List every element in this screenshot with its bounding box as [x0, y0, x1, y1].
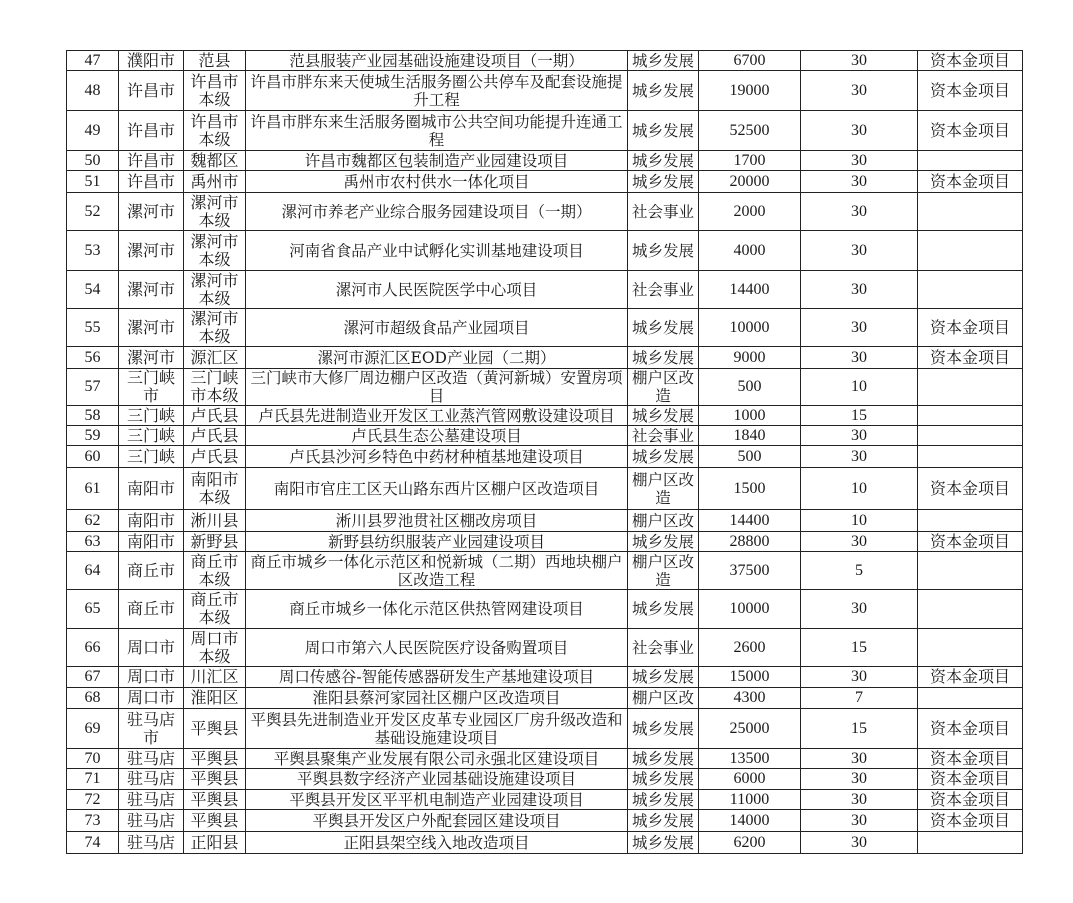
years-cell: 30	[801, 446, 918, 468]
category-cell: 城乡发展	[628, 347, 699, 369]
category-cell: 城乡发展	[628, 532, 699, 552]
county-cell: 许昌市本级	[184, 111, 246, 151]
table-row	[67, 667, 1023, 688]
table-row	[67, 709, 1023, 749]
years-cell: 30	[801, 769, 918, 790]
city-cell: 驻马店	[119, 769, 184, 790]
project-name-cell: 范县服装产业园基础设施建设项目（一期）	[246, 51, 628, 71]
city-cell: 漯河市	[119, 271, 184, 309]
note-cell	[918, 406, 1023, 426]
amount-cell: 52500	[699, 111, 801, 151]
category-cell: 棚户区改造	[628, 369, 699, 406]
note-cell: 资本金项目	[918, 171, 1023, 193]
category-cell: 城乡发展	[628, 810, 699, 832]
category-cell: 城乡发展	[628, 309, 699, 347]
county-cell: 川汇区	[184, 667, 246, 688]
table-row	[67, 749, 1023, 769]
years-cell: 10	[801, 468, 918, 510]
city-cell: 南阳市	[119, 532, 184, 552]
row-number: 71	[67, 769, 119, 790]
years-cell: 30	[801, 347, 918, 369]
category-cell: 城乡发展	[628, 171, 699, 193]
note-cell	[918, 193, 1023, 231]
row-number: 58	[67, 406, 119, 426]
county-cell: 漯河市本级	[184, 193, 246, 231]
category-cell: 社会事业	[628, 193, 699, 231]
project-name-cell: 新野县纺织服装产业园建设项目	[246, 532, 628, 552]
project-name-cell: 许昌市胖东来天使城生活服务圈公共停车及配套设施提升工程	[246, 71, 628, 111]
amount-cell: 10000	[699, 590, 801, 629]
project-name-cell: 平舆县开发区户外配套园区建设项目	[246, 810, 628, 832]
city-cell: 驻马店	[119, 832, 184, 854]
table-row	[67, 590, 1023, 629]
years-cell: 30	[801, 271, 918, 309]
amount-cell: 14000	[699, 810, 801, 832]
city-cell: 周口市	[119, 667, 184, 688]
amount-cell: 6000	[699, 769, 801, 790]
years-cell: 30	[801, 749, 918, 769]
project-name-cell: 淅川县罗池贯社区棚改房项目	[246, 510, 628, 532]
years-cell: 30	[801, 231, 918, 271]
years-cell: 30	[801, 309, 918, 347]
years-cell: 10	[801, 510, 918, 532]
project-name-cell: 商丘市城乡一体化示范区供热管网建设项目	[246, 590, 628, 629]
note-cell	[918, 151, 1023, 171]
project-name-cell: 卢氏县生态公墓建设项目	[246, 426, 628, 446]
category-cell: 城乡发展	[628, 790, 699, 810]
project-name-cell: 平舆县开发区平平机电制造产业园建设项目	[246, 790, 628, 810]
amount-cell: 9000	[699, 347, 801, 369]
project-name-cell: 漯河市养老产业综合服务园建设项目（一期）	[246, 193, 628, 231]
table-row	[67, 468, 1023, 510]
table-row	[67, 309, 1023, 347]
amount-cell: 14400	[699, 271, 801, 309]
county-cell: 魏都区	[184, 151, 246, 171]
county-cell: 许昌市本级	[184, 71, 246, 111]
county-cell: 周口市本级	[184, 629, 246, 667]
note-cell: 资本金项目	[918, 769, 1023, 790]
row-number: 50	[67, 151, 119, 171]
city-cell: 许昌市	[119, 171, 184, 193]
project-name-cell: 正阳县架空线入地改造项目	[246, 832, 628, 854]
row-number: 61	[67, 468, 119, 510]
amount-cell: 19000	[699, 71, 801, 111]
row-number: 74	[67, 832, 119, 854]
category-cell: 社会事业	[628, 629, 699, 667]
note-cell	[918, 231, 1023, 271]
table-row	[67, 446, 1023, 468]
row-number: 52	[67, 193, 119, 231]
note-cell: 资本金项目	[918, 667, 1023, 688]
row-number: 65	[67, 590, 119, 629]
city-cell: 三门峡	[119, 406, 184, 426]
county-cell: 淅川县	[184, 510, 246, 532]
table-body	[67, 51, 1023, 854]
county-cell: 平舆县	[184, 790, 246, 810]
years-cell: 30	[801, 111, 918, 151]
county-cell: 禹州市	[184, 171, 246, 193]
city-cell: 濮阳市	[119, 51, 184, 71]
years-cell: 30	[801, 790, 918, 810]
project-name-cell: 卢氏县先进制造业开发区工业蒸汽管网敷设建设项目	[246, 406, 628, 426]
amount-cell: 10000	[699, 309, 801, 347]
county-cell: 漯河市本级	[184, 271, 246, 309]
row-number: 72	[67, 790, 119, 810]
amount-cell: 2600	[699, 629, 801, 667]
row-number: 63	[67, 532, 119, 552]
city-cell: 漯河市	[119, 309, 184, 347]
city-cell: 驻马店	[119, 790, 184, 810]
table-row	[67, 71, 1023, 111]
row-number: 67	[67, 667, 119, 688]
amount-cell: 37500	[699, 552, 801, 590]
category-cell: 棚户区改造	[628, 468, 699, 510]
county-cell: 平舆县	[184, 709, 246, 749]
amount-cell: 1840	[699, 426, 801, 446]
row-number: 69	[67, 709, 119, 749]
county-cell: 正阳县	[184, 832, 246, 854]
years-cell: 30	[801, 810, 918, 832]
county-cell: 商丘市本级	[184, 552, 246, 590]
project-name-cell: 漯河市人民医院医学中心项目	[246, 271, 628, 309]
years-cell: 5	[801, 552, 918, 590]
category-cell: 城乡发展	[628, 151, 699, 171]
city-cell: 南阳市	[119, 468, 184, 510]
project-name-cell: 平舆县先进制造业开发区皮革专业园区厂房升级改造和基础设施建设项目	[246, 709, 628, 749]
project-name-cell: 南阳市官庄工区天山路东西片区棚户区改造项目	[246, 468, 628, 510]
table-row	[67, 810, 1023, 832]
years-cell: 15	[801, 629, 918, 667]
amount-cell: 13500	[699, 749, 801, 769]
row-number: 60	[67, 446, 119, 468]
amount-cell: 500	[699, 446, 801, 468]
note-cell: 资本金项目	[918, 71, 1023, 111]
category-cell: 城乡发展	[628, 406, 699, 426]
category-cell: 城乡发展	[628, 111, 699, 151]
amount-cell: 1500	[699, 468, 801, 510]
note-cell: 资本金项目	[918, 51, 1023, 71]
category-cell: 城乡发展	[628, 446, 699, 468]
amount-cell: 4000	[699, 231, 801, 271]
amount-cell: 1000	[699, 406, 801, 426]
row-number: 64	[67, 552, 119, 590]
category-cell: 城乡发展	[628, 832, 699, 854]
city-cell: 南阳市	[119, 510, 184, 532]
row-number: 47	[67, 51, 119, 71]
county-cell: 三门峡市本级	[184, 369, 246, 406]
amount-cell: 14400	[699, 510, 801, 532]
amount-cell: 6200	[699, 832, 801, 854]
city-cell: 三门峡市	[119, 369, 184, 406]
note-cell	[918, 688, 1023, 709]
row-number: 73	[67, 810, 119, 832]
amount-cell: 500	[699, 369, 801, 406]
project-name-cell: 漯河市源汇区EOD产业园（二期）	[246, 347, 628, 369]
amount-cell: 6700	[699, 51, 801, 71]
note-cell: 资本金项目	[918, 111, 1023, 151]
note-cell: 资本金项目	[918, 347, 1023, 369]
city-cell: 三门峡	[119, 446, 184, 468]
city-cell: 商丘市	[119, 552, 184, 590]
table-row	[67, 51, 1023, 71]
table-row	[67, 552, 1023, 590]
note-cell: 资本金项目	[918, 709, 1023, 749]
note-cell: 资本金项目	[918, 749, 1023, 769]
years-cell: 30	[801, 426, 918, 446]
category-cell: 城乡发展	[628, 71, 699, 111]
row-number: 48	[67, 71, 119, 111]
amount-cell: 28800	[699, 532, 801, 552]
table-row	[67, 171, 1023, 193]
category-cell: 社会事业	[628, 271, 699, 309]
project-name-cell: 许昌市魏都区包装制造产业园建设项目	[246, 151, 628, 171]
category-cell: 城乡发展	[628, 51, 699, 71]
county-cell: 卢氏县	[184, 446, 246, 468]
county-cell: 淮阳区	[184, 688, 246, 709]
note-cell	[918, 510, 1023, 532]
note-cell	[918, 629, 1023, 667]
amount-cell: 2000	[699, 193, 801, 231]
county-cell: 平舆县	[184, 769, 246, 790]
years-cell: 15	[801, 406, 918, 426]
row-number: 53	[67, 231, 119, 271]
row-number: 55	[67, 309, 119, 347]
category-cell: 城乡发展	[628, 231, 699, 271]
years-cell: 30	[801, 51, 918, 71]
years-cell: 10	[801, 369, 918, 406]
row-number: 70	[67, 749, 119, 769]
county-cell: 平舆县	[184, 749, 246, 769]
project-name-cell: 漯河市超级食品产业园项目	[246, 309, 628, 347]
county-cell: 漯河市本级	[184, 231, 246, 271]
project-name-cell: 许昌市胖东来生活服务圈城市公共空间功能提升连通工程	[246, 111, 628, 151]
project-name-cell: 淮阳县蔡河家园社区棚户区改造项目	[246, 688, 628, 709]
category-cell: 棚户区改	[628, 688, 699, 709]
table-row	[67, 790, 1023, 810]
note-cell	[918, 426, 1023, 446]
city-cell: 许昌市	[119, 151, 184, 171]
years-cell: 30	[801, 832, 918, 854]
row-number: 51	[67, 171, 119, 193]
note-cell	[918, 446, 1023, 468]
years-cell: 30	[801, 193, 918, 231]
note-cell: 资本金项目	[918, 468, 1023, 510]
county-cell: 源汇区	[184, 347, 246, 369]
project-name-cell: 周口市第六人民医院医疗设备购置项目	[246, 629, 628, 667]
category-cell: 城乡发展	[628, 590, 699, 629]
category-cell: 社会事业	[628, 426, 699, 446]
amount-cell: 11000	[699, 790, 801, 810]
amount-cell: 1700	[699, 151, 801, 171]
table-row	[67, 406, 1023, 426]
table-row	[67, 271, 1023, 309]
note-cell: 资本金项目	[918, 790, 1023, 810]
table-row	[67, 111, 1023, 151]
county-cell: 新野县	[184, 532, 246, 552]
row-number: 62	[67, 510, 119, 532]
city-cell: 周口市	[119, 629, 184, 667]
project-name-cell: 平舆县聚集产业发展有限公司永强北区建设项目	[246, 749, 628, 769]
note-cell: 资本金项目	[918, 810, 1023, 832]
years-cell: 30	[801, 71, 918, 111]
project-name-cell: 河南省食品产业中试孵化实训基地建设项目	[246, 231, 628, 271]
table-row	[67, 688, 1023, 709]
category-cell: 棚户区改	[628, 510, 699, 532]
years-cell: 30	[801, 171, 918, 193]
category-cell: 城乡发展	[628, 667, 699, 688]
project-table	[66, 50, 1023, 854]
amount-cell: 20000	[699, 171, 801, 193]
table-row	[67, 532, 1023, 552]
table-row	[67, 426, 1023, 446]
row-number: 54	[67, 271, 119, 309]
row-number: 68	[67, 688, 119, 709]
county-cell: 范县	[184, 51, 246, 71]
row-number: 57	[67, 369, 119, 406]
amount-cell: 4300	[699, 688, 801, 709]
table-row	[67, 510, 1023, 532]
city-cell: 商丘市	[119, 590, 184, 629]
table-row	[67, 193, 1023, 231]
city-cell: 漯河市	[119, 231, 184, 271]
years-cell: 30	[801, 532, 918, 552]
county-cell: 漯河市本级	[184, 309, 246, 347]
category-cell: 城乡发展	[628, 709, 699, 749]
category-cell: 城乡发展	[628, 749, 699, 769]
project-name-cell: 禹州市农村供水一体化项目	[246, 171, 628, 193]
city-cell: 三门峡	[119, 426, 184, 446]
note-cell	[918, 271, 1023, 309]
years-cell: 30	[801, 667, 918, 688]
row-number: 66	[67, 629, 119, 667]
note-cell: 资本金项目	[918, 532, 1023, 552]
table-row	[67, 369, 1023, 406]
category-cell: 城乡发展	[628, 769, 699, 790]
city-cell: 驻马店	[119, 749, 184, 769]
project-name-cell: 卢氏县沙河乡特色中药材种植基地建设项目	[246, 446, 628, 468]
row-number: 49	[67, 111, 119, 151]
note-cell: 资本金项目	[918, 309, 1023, 347]
table-row	[67, 151, 1023, 171]
project-name-cell: 三门峡市大修厂周边棚户区改造（黄河新城）安置房项目	[246, 369, 628, 406]
city-cell: 许昌市	[119, 71, 184, 111]
table-row	[67, 769, 1023, 790]
note-cell	[918, 832, 1023, 854]
city-cell: 许昌市	[119, 111, 184, 151]
note-cell	[918, 590, 1023, 629]
note-cell	[918, 369, 1023, 406]
row-number: 56	[67, 347, 119, 369]
table-row	[67, 832, 1023, 854]
project-name-cell: 平舆县数字经济产业园基础设施建设项目	[246, 769, 628, 790]
city-cell: 驻马店市	[119, 709, 184, 749]
county-cell: 平舆县	[184, 810, 246, 832]
county-cell: 卢氏县	[184, 426, 246, 446]
years-cell: 30	[801, 151, 918, 171]
amount-cell: 15000	[699, 667, 801, 688]
table-row	[67, 231, 1023, 271]
county-cell: 南阳市本级	[184, 468, 246, 510]
category-cell: 棚户区改造	[628, 552, 699, 590]
years-cell: 30	[801, 590, 918, 629]
county-cell: 商丘市本级	[184, 590, 246, 629]
note-cell	[918, 552, 1023, 590]
table-row	[67, 629, 1023, 667]
amount-cell: 25000	[699, 709, 801, 749]
project-name-cell: 周口传感谷-智能传感器研发生产基地建设项目	[246, 667, 628, 688]
years-cell: 15	[801, 709, 918, 749]
city-cell: 漯河市	[119, 193, 184, 231]
row-number: 59	[67, 426, 119, 446]
project-name-cell: 商丘市城乡一体化示范区和悦新城（二期）西地块棚户区改造工程	[246, 552, 628, 590]
city-cell: 漯河市	[119, 347, 184, 369]
years-cell: 7	[801, 688, 918, 709]
city-cell: 周口市	[119, 688, 184, 709]
table-row	[67, 347, 1023, 369]
city-cell: 驻马店	[119, 810, 184, 832]
county-cell: 卢氏县	[184, 406, 246, 426]
